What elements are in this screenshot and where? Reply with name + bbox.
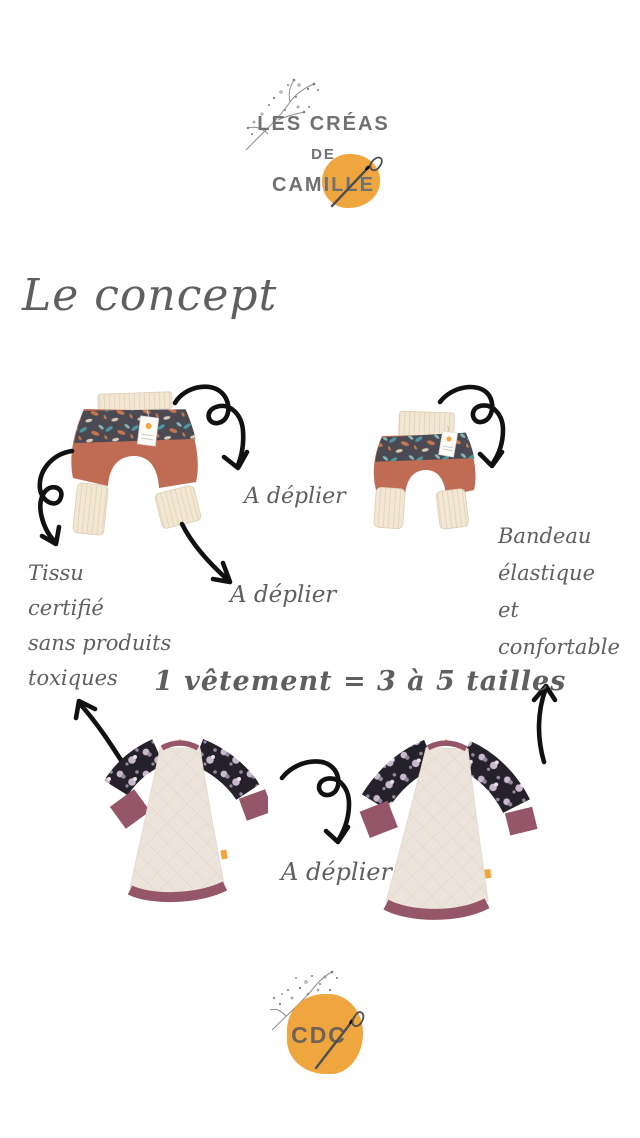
headline-one-garment: 1 vêtement = 3 à 5 tailles [154,666,567,697]
note-line: sans produits [28,631,172,655]
note-line: Tissu [28,561,84,585]
pants-right-cuff-folded [436,488,469,529]
product-photo-dress-folded [88,724,268,906]
dress-body [116,739,260,897]
needle-icon [324,148,386,212]
dress-neckband [162,743,198,748]
dress-right-cuff [252,794,260,816]
label-unfold-3: A déplier [281,858,392,886]
pants-waistband [98,392,173,412]
note-line: et [498,598,519,622]
label-unfold-1: A déplier [244,484,346,509]
brand-line-2: DE [311,146,336,163]
note-line: toxiques [28,666,118,690]
arrow-curl-pants1-to-unfold1 [168,381,260,491]
side-tag [220,850,227,860]
dress-left-cuff [122,798,138,820]
dress-left-cuff [373,806,385,832]
brand-monogram: CDC [291,1022,347,1048]
note-line: certifié [28,596,104,620]
needle-icon [308,1004,366,1076]
dress-left-sleeve [116,752,158,788]
note-elastic-waistband [498,518,620,666]
brand-line-1: LES CRÉAS [257,113,390,135]
label-unfold-2: A déplier [230,582,337,608]
brand-line-3: CAMILLE [272,174,375,196]
product-photo-dress-unfolded [344,728,539,940]
note-certified-fabric [28,556,171,696]
dress-body [371,738,527,917]
page-title: Le concept [22,270,278,321]
pants-left-cuff-folded [374,487,406,529]
dress-neckband [428,743,466,749]
side-tag [484,869,491,879]
arrow-curl-pants2 [430,382,516,474]
arrow-curl-to-fabric-note [22,441,84,553]
dress-right-cuff [518,810,525,832]
note-line: Bandeau [498,524,592,548]
note-line: élastique [498,561,595,585]
note-line: confortable [498,635,620,659]
